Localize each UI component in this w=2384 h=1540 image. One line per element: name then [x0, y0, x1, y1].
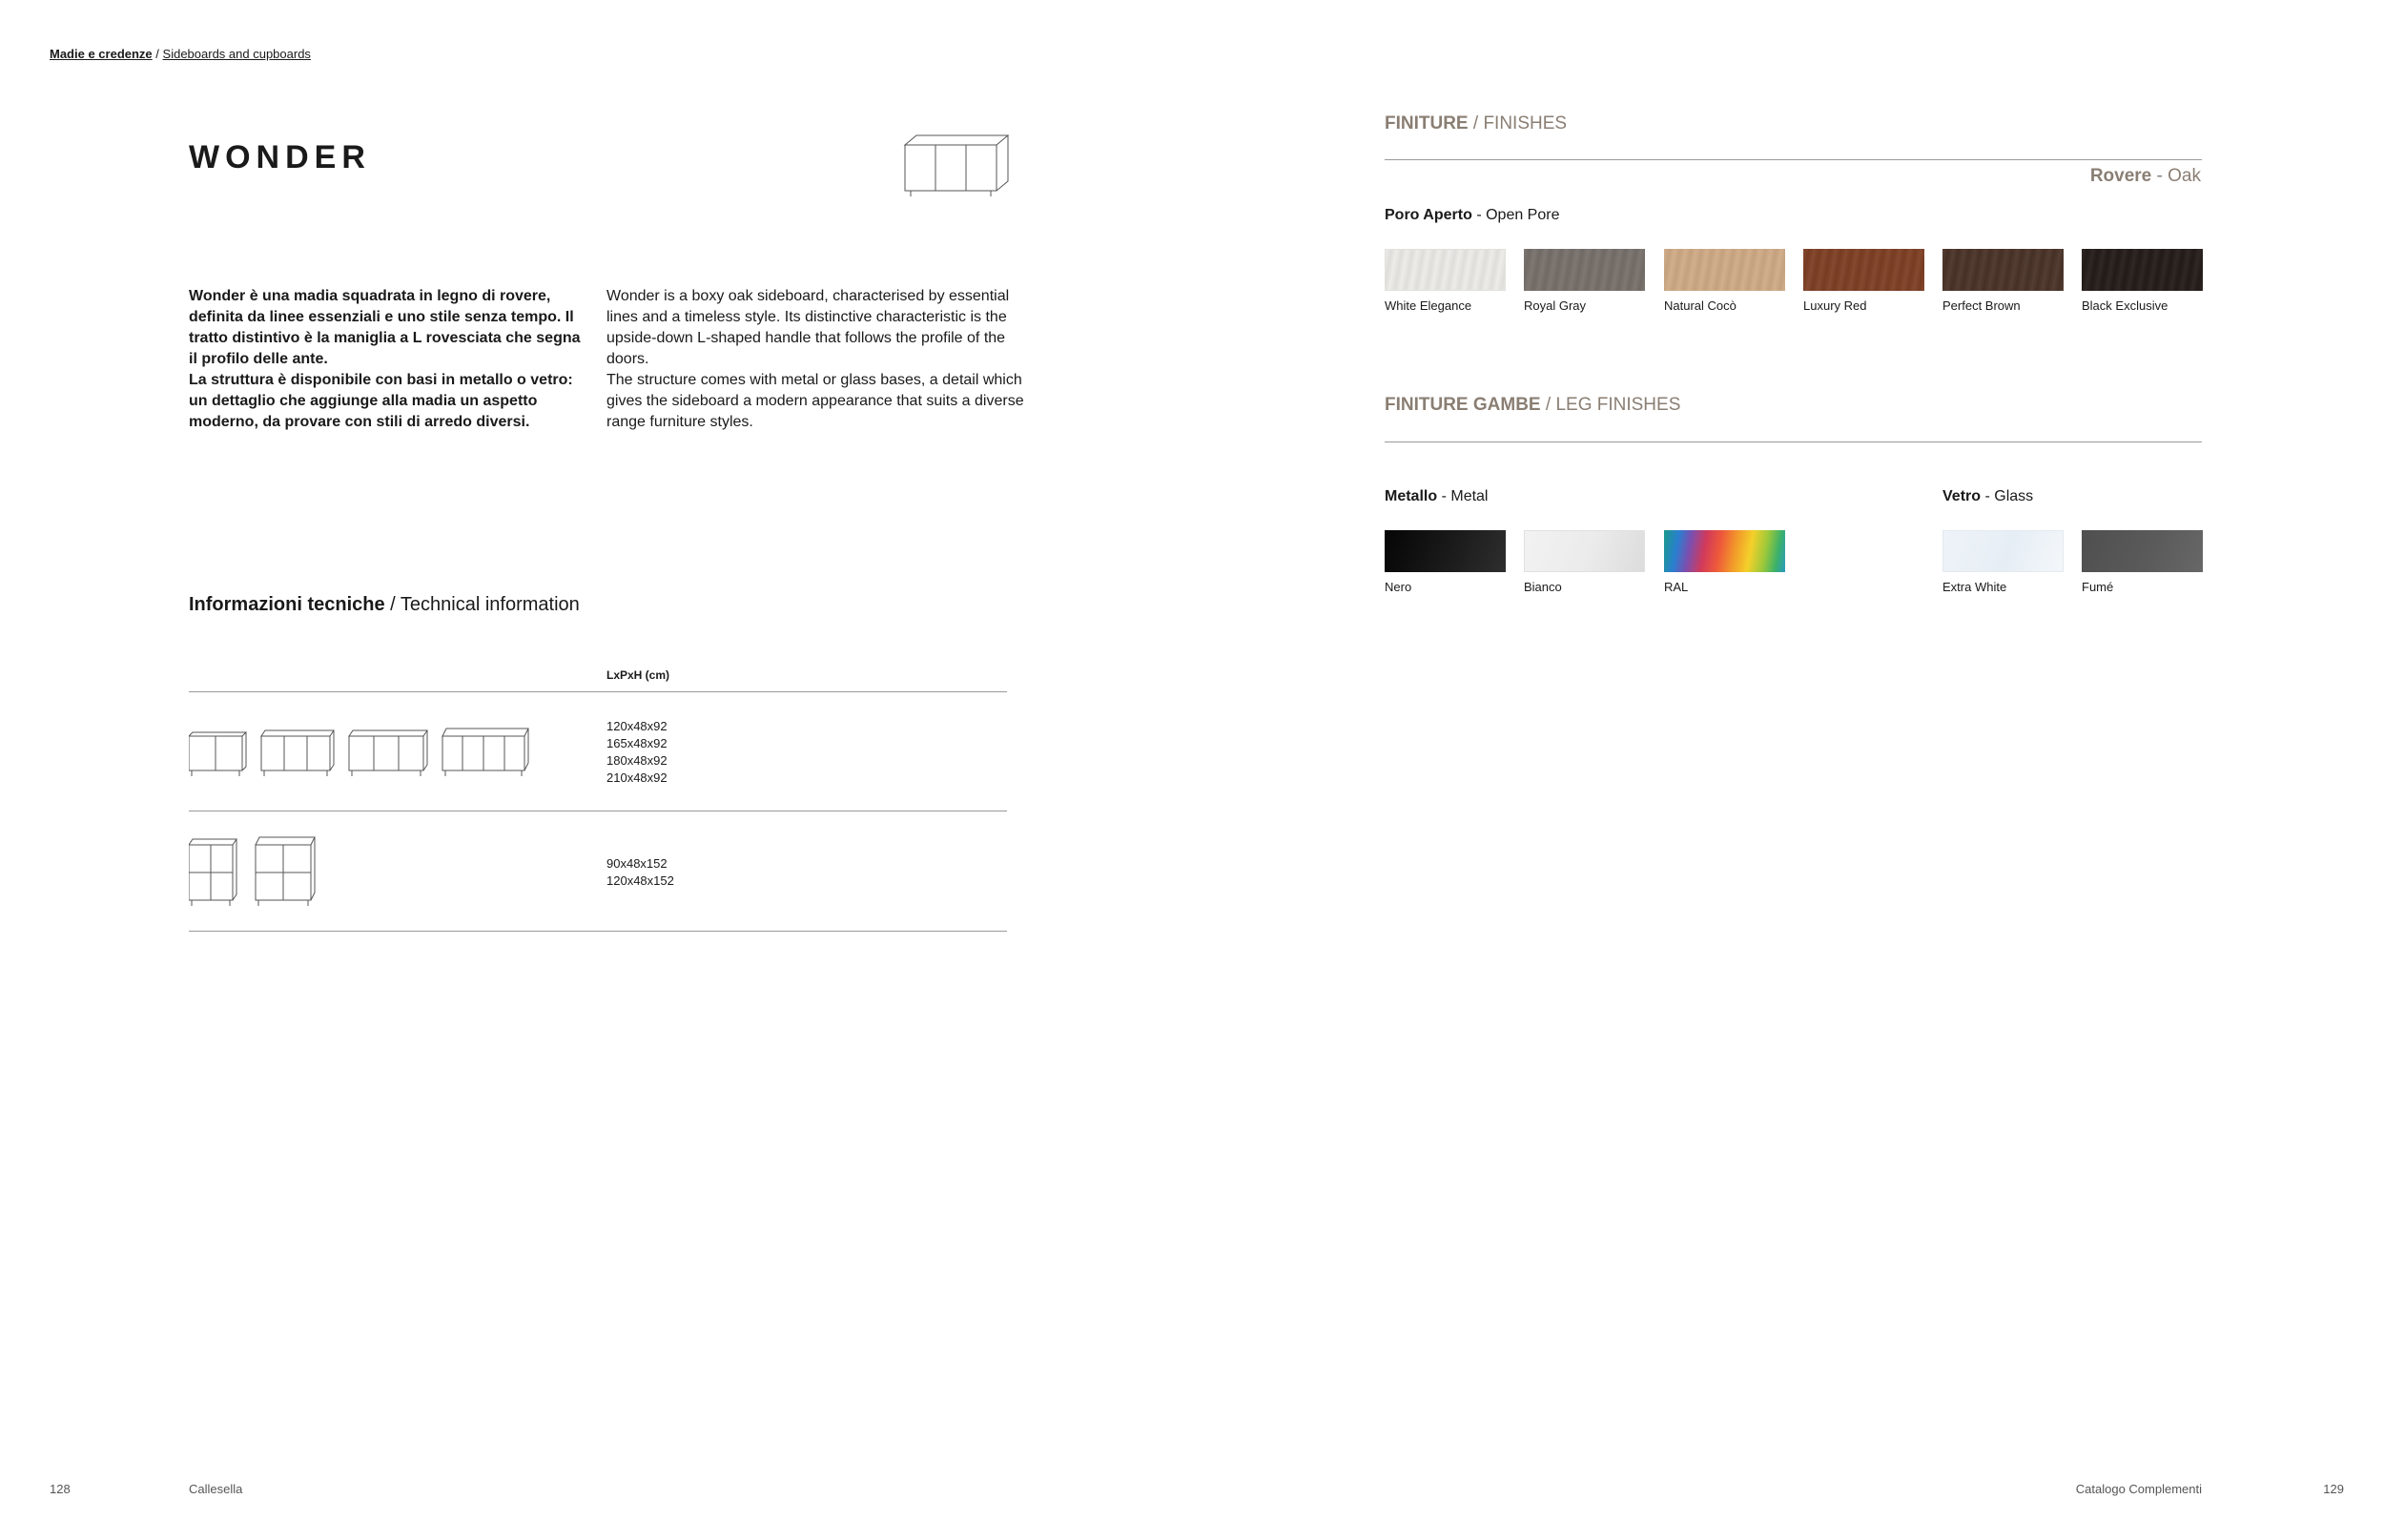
- product-title: WONDER: [189, 139, 371, 175]
- breadcrumb: [50, 47, 311, 61]
- swatch-label: RAL: [1664, 580, 1689, 594]
- sideboard-sketch-icon: [901, 128, 1011, 198]
- swatch-color: [1664, 530, 1785, 572]
- dimension-value: 120x48x92: [606, 719, 668, 733]
- swatch-label: Extra White: [1942, 580, 2007, 594]
- swatch-label: Black Exclusive: [2082, 298, 2168, 313]
- leg-finishes-title: [1385, 395, 1680, 416]
- leg-finishes-title-en: LEG FINISHES: [1555, 395, 1681, 415]
- leg-finishes-title-it: FINITURE GAMBE: [1385, 395, 1541, 415]
- description-italian: [189, 286, 589, 433]
- swatch-color: [1942, 530, 2064, 572]
- swatch-label: Natural Cocò: [1664, 298, 1737, 313]
- material-label: [1819, 166, 2201, 187]
- table-divider: [189, 691, 1007, 692]
- swatch-natural-coco[interactable]: [1664, 249, 1785, 313]
- low-sideboard-sketches-icon: [189, 725, 532, 782]
- technical-info-separator: /: [390, 594, 396, 615]
- dimensions-list-low: [606, 718, 668, 787]
- swatch-color: [1385, 249, 1506, 291]
- swatch-label: Fumé: [2082, 580, 2114, 594]
- metal-title: [1385, 488, 1488, 505]
- swatch-label: Bianco: [1524, 580, 1562, 594]
- swatch-nero[interactable]: [1385, 530, 1506, 594]
- swatch-color: [1524, 530, 1645, 572]
- swatch-label: Nero: [1385, 580, 1412, 594]
- swatch-white-elegance[interactable]: [1385, 249, 1506, 313]
- technical-info-title: [189, 594, 580, 616]
- dimension-value: 90x48x152: [606, 856, 668, 871]
- open-pore-title-en: Open Pore: [1486, 207, 1560, 223]
- swatch-color: [2082, 249, 2203, 291]
- catalog-name: Catalogo Complementi: [2075, 1482, 2202, 1496]
- swatch-color: [1942, 249, 2064, 291]
- technical-info-title-en: Technical information: [400, 594, 580, 615]
- glass-title: [1942, 488, 2033, 505]
- description-english-text: Wonder is a boxy oak sideboard, characterised by essential lines and a timeless style. Its distinctive characteristic is the upside-down L-shaped handle that follows the profile of the doors. The structure comes with metal or glass bases, a detail which gives the sideboard a modern appearance that suits a diverse range furniture styles.: [606, 288, 1024, 430]
- swatch-label: Royal Gray: [1524, 298, 1587, 313]
- open-pore-title: [1385, 207, 1559, 224]
- finishes-title-it: FINITURE: [1385, 113, 1469, 133]
- leg-finishes-divider: [1385, 441, 2202, 442]
- finishes-title-en: FINISHES: [1483, 113, 1568, 133]
- swatch-ral[interactable]: [1664, 530, 1785, 594]
- swatch-extra-white[interactable]: [1942, 530, 2064, 594]
- swatch-label: Luxury Red: [1803, 298, 1867, 313]
- metal-title-separator: -: [1441, 488, 1447, 504]
- swatch-color: [1385, 530, 1506, 572]
- glass-title-it: Vetro: [1942, 488, 1982, 504]
- swatch-luxury-red[interactable]: [1803, 249, 1924, 313]
- metal-title-it: Metallo: [1385, 488, 1438, 504]
- swatch-label: White Elegance: [1385, 298, 1472, 313]
- dimension-value: 210x48x92: [606, 770, 668, 785]
- swatch-color: [1524, 249, 1645, 291]
- dimension-value: 165x48x92: [606, 736, 668, 750]
- swatch-color: [1803, 249, 1924, 291]
- material-label-it: Rovere: [2089, 166, 2152, 186]
- open-pore-title-it: Poro Aperto: [1385, 207, 1472, 223]
- breadcrumb-separator: /: [155, 47, 159, 61]
- swatch-color: [2082, 530, 2203, 572]
- metal-title-en: Metal: [1450, 488, 1489, 504]
- glass-title-separator: -: [1984, 488, 1990, 504]
- swatch-fume[interactable]: [2082, 530, 2203, 594]
- material-label-separator: -: [2156, 166, 2163, 186]
- tall-cupboard-sketches-icon: [189, 835, 322, 908]
- dimension-value: 120x48x152: [606, 873, 674, 888]
- glass-title-en: Glass: [1994, 488, 2034, 504]
- swatch-black-exclusive[interactable]: [2082, 249, 2203, 313]
- table-divider: [189, 931, 1007, 932]
- material-label-en: Oak: [2168, 166, 2201, 186]
- breadcrumb-primary-link[interactable]: Madie e credenze: [50, 47, 153, 61]
- swatch-royal-gray[interactable]: [1524, 249, 1645, 313]
- technical-info-title-it: Informazioni tecniche: [189, 594, 385, 615]
- description-italian-text: Wonder è una madia squadrata in legno di rovere, definita da linee essenziali e uno stile senza tempo. Il tratto distintivo è la maniglia a L rovesciata che segna il profilo delle ante. La struttura è disponibile con basi in metallo o vetro: un dettaglio che aggiunge alla madia un aspetto moderno, da provare con stili di arredo diversi.: [189, 288, 581, 430]
- page-number-right: 129: [2323, 1482, 2344, 1496]
- description-english: [606, 286, 1026, 433]
- swatch-color: [1664, 249, 1785, 291]
- dimension-header: LxPxH (cm): [606, 668, 670, 682]
- page-number-left: 128: [50, 1482, 71, 1496]
- open-pore-title-separator: -: [1476, 207, 1482, 223]
- dimensions-list-tall: [606, 855, 674, 890]
- brand-name: Callesella: [189, 1482, 243, 1496]
- finishes-divider: [1385, 159, 2202, 160]
- swatch-perfect-brown[interactable]: [1942, 249, 2064, 313]
- dimension-value: 180x48x92: [606, 753, 668, 768]
- breadcrumb-secondary-link[interactable]: Sideboards and cupboards: [162, 47, 311, 61]
- swatch-label: Perfect Brown: [1942, 298, 2021, 313]
- leg-finishes-title-separator: /: [1545, 395, 1552, 415]
- swatch-bianco[interactable]: [1524, 530, 1645, 594]
- finishes-title-separator: /: [1472, 113, 1479, 133]
- finishes-title: [1385, 113, 1567, 134]
